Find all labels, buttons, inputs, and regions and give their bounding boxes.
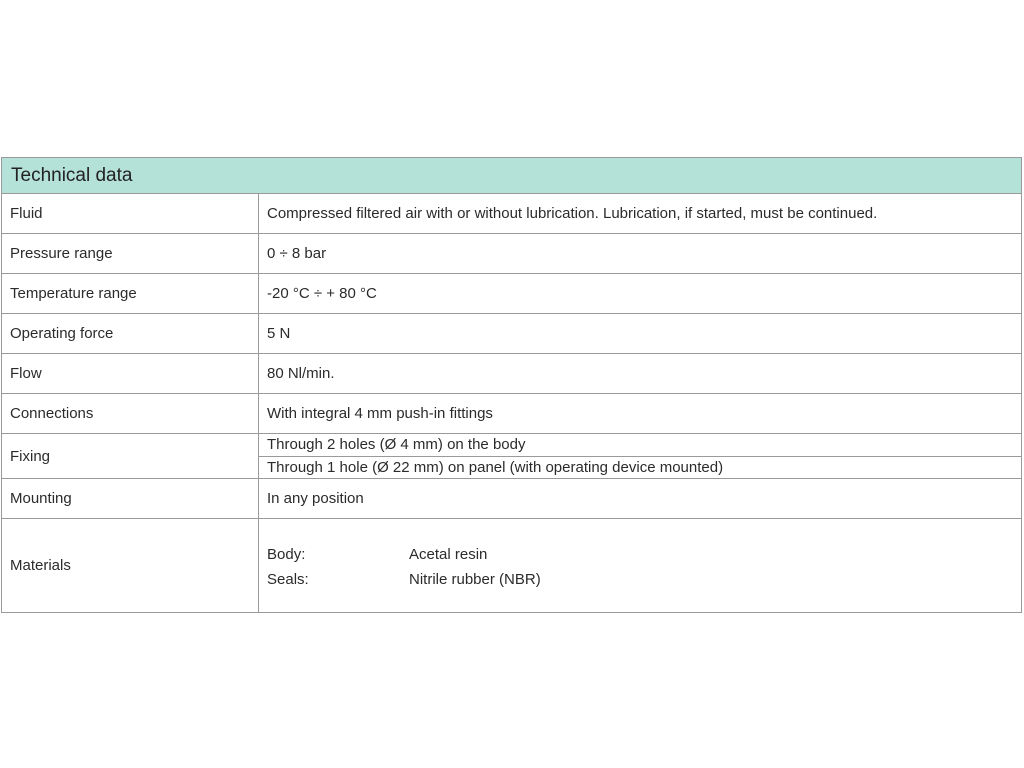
technical-data-table <box>1 157 1022 613</box>
table-row-materials <box>2 519 1021 612</box>
row-label: Operating force <box>2 314 259 353</box>
row-label: Mounting <box>2 479 259 518</box>
row-value: 80 Nl/min. <box>267 365 335 382</box>
table-row-pressure-range <box>2 234 1021 274</box>
table-row-temperature-range <box>2 274 1021 314</box>
row-value: Compressed filtered air with or without lubrication. Lubrication, if started, must be continued. <box>267 205 878 222</box>
row-value: 5 N <box>267 325 291 342</box>
table-title: Technical data <box>2 158 1021 194</box>
row-value: With integral 4 mm push-in fittings <box>267 405 493 422</box>
material-key: Seals: <box>267 570 309 588</box>
row-label: Pressure range <box>2 234 259 273</box>
row-value: 0 ÷ 8 bar <box>267 245 327 262</box>
material-value: Acetal resin <box>409 545 488 563</box>
row-label: Connections <box>2 394 259 433</box>
material-item <box>267 542 1021 567</box>
table-row-operating-force <box>2 314 1021 354</box>
row-value: Through 2 holes (Ø 4 mm) on the body <box>259 434 1021 457</box>
material-value: Nitrile rubber (NBR) <box>409 570 541 588</box>
row-value: In any position <box>267 490 364 507</box>
table-row-connections <box>2 394 1021 434</box>
row-label: Temperature range <box>2 274 259 313</box>
row-label: Materials <box>2 519 259 612</box>
table-row-mounting <box>2 479 1021 519</box>
row-value: Through 1 hole (Ø 22 mm) on panel (with operating device mounted) <box>267 458 724 476</box>
row-label: Fixing <box>2 434 259 478</box>
row-value-group <box>259 434 1021 478</box>
row-value: -20 °C ÷ + 80 °C <box>267 285 377 302</box>
material-item <box>267 567 1021 592</box>
material-key: Body: <box>267 545 306 563</box>
row-label: Flow <box>2 354 259 393</box>
materials-list <box>259 519 1021 612</box>
table-row-fixing <box>2 434 1021 479</box>
table-row-fluid <box>2 194 1021 234</box>
row-label: Fluid <box>2 194 259 233</box>
table-row-flow <box>2 354 1021 394</box>
